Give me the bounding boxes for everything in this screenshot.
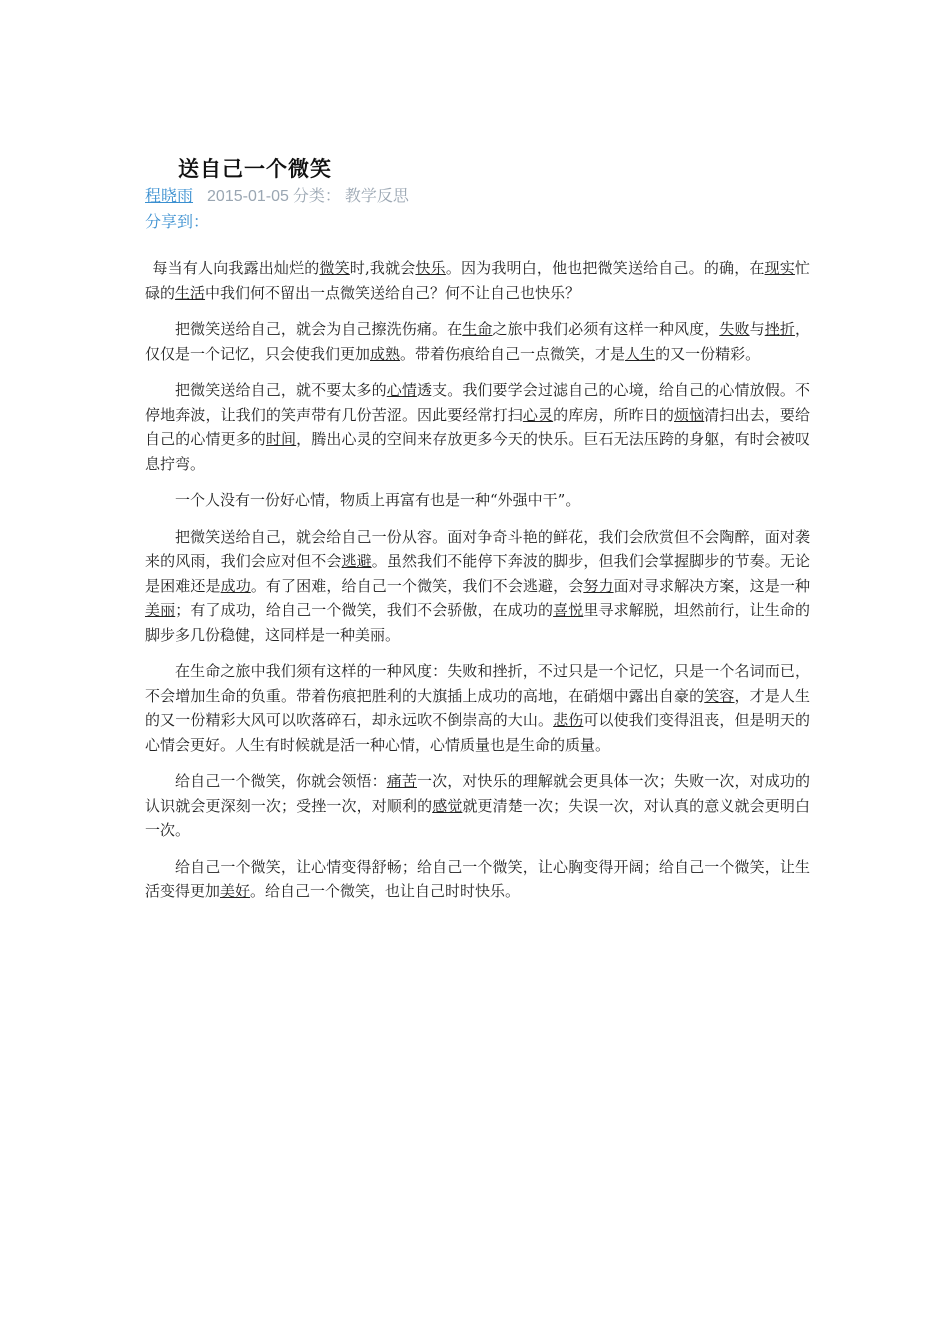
article-meta [145, 183, 409, 206]
paragraph-text: 每当有人向我露出灿烂的 [152, 259, 320, 277]
paragraph [145, 378, 810, 476]
paragraph-text: 与 [749, 320, 765, 338]
keyword-link[interactable]: 烦恼 [674, 405, 705, 424]
keyword-link[interactable]: 生活 [175, 283, 206, 302]
paragraph-text: 面对寻求解决方案，这是一种 [613, 576, 810, 595]
keyword-link[interactable]: 悲伤 [553, 711, 584, 729]
paragraph-text: ，腾出心灵的空间来存放更多今天的快乐。巨石无法压跨的身躯，有时会被叹息拧弯。 [145, 430, 810, 473]
paragraph-text: 给自己一个微笑，你就会领悟： [175, 772, 387, 790]
paragraph-text: 。虽然我们不能停下奔波的脚步，但我们会掌握脚步的节奏。无论是困难还是 [145, 552, 810, 595]
article-title: 送自己一个微笑 [178, 157, 332, 181]
paragraph-text: 清扫出去，要给自己的心情更多的 [145, 405, 810, 448]
paragraph [145, 659, 810, 757]
paragraph-text: 把微笑送给自己，就不要太多的 [175, 381, 387, 399]
paragraph [145, 855, 810, 904]
paragraph-text: ，才是人生的又一份精彩大风可以吹落碎石，却永远吹不倒崇高的大山。 [145, 686, 810, 729]
paragraph-text: 的库房，所昨日的 [553, 405, 675, 424]
article-body [145, 256, 810, 916]
keyword-link[interactable]: 现实 [764, 259, 795, 277]
keyword-link[interactable]: 美好 [220, 882, 251, 900]
keyword-link[interactable]: 美丽 [145, 601, 176, 619]
keyword-link[interactable]: 痛苦 [386, 772, 417, 790]
paragraph-text: 。带着伤痕给自己一点微笑，才是 [400, 344, 626, 363]
keyword-link[interactable]: 快乐 [415, 259, 446, 277]
keyword-link[interactable]: 微笑 [319, 259, 350, 277]
keyword-link[interactable]: 成功 [220, 576, 251, 595]
paragraph-text: 把微笑送给自己，就会给自己一份从容。面对争奇斗艳的鲜花，我们会欣赏但不会陶醉，面对袭来的风雨，我们会应对但不会 [145, 527, 810, 570]
category-label: 分类： [292, 186, 341, 205]
paragraph [145, 769, 810, 843]
paragraph-text: 透支。我们要学会过滤自己的心境，给自己的心情放假。不停地奔波，让我们的笑声带有几份苦涩。因此要经常打扫 [145, 381, 810, 424]
paragraph-text: 。给自己一个微笑，也让自己时时快乐。 [250, 882, 521, 900]
paragraph-text: 中我们何不留出一点微笑送给自己？何不让自己也快乐？ [205, 283, 581, 302]
category-value[interactable]: 教学反思 [344, 186, 409, 205]
paragraph-text: 一个人没有一份好心情，物质上再富有也是一种“外强中干”。 [175, 491, 581, 509]
paragraph-text: 忙碌的 [145, 259, 810, 302]
keyword-link[interactable]: 感觉 [432, 796, 463, 815]
keyword-link[interactable]: 人生 [625, 344, 656, 363]
keyword-link[interactable]: 成熟 [370, 344, 401, 363]
author-link[interactable]: 程晓雨 [145, 186, 194, 205]
paragraph-text: 给自己一个微笑，让心情变得舒畅；给自己一个微笑，让心胸变得开阔；给自己一个微笑，让生活变得更加 [145, 857, 810, 900]
paragraph-text: 时,我就会 [349, 259, 416, 277]
paragraph [145, 256, 810, 305]
paragraph-text: 在生命之旅中我们须有这样的一种风度：失败和挫折，不过只是一个记忆，只是一个名词而已，不会增加生命的负重。带着伤痕把胜利的大旗插上成功的高地，在硝烟中露出自豪的 [145, 662, 810, 705]
keyword-link[interactable]: 时间 [265, 430, 297, 448]
keyword-link[interactable]: 失败 [719, 320, 750, 338]
keyword-link[interactable]: 心情 [386, 381, 417, 399]
paragraph-text: 把微笑送给自己，就会为自己擦洗伤痛。在 [175, 320, 463, 338]
paragraph-text: 之旅中我们必须有这样一种风度， [492, 320, 720, 338]
keyword-link[interactable]: 心灵 [522, 405, 554, 424]
paragraph-text: ；有了成功，给自己一个微笑，我们不会骄傲，在成功的 [175, 601, 554, 619]
keyword-link[interactable]: 努力 [583, 576, 614, 595]
paragraph [145, 525, 810, 648]
paragraph-text: 可以使我们变得沮丧，但是明天的心情会更好。人生有时候就是活一种心情，心情质量也是生命的质量。 [145, 711, 810, 754]
paragraph [145, 488, 810, 513]
paragraph-text: 。有了困难，给自己一个微笑，我们不会逃避，会 [250, 576, 584, 595]
paragraph-text: 一次，对快乐的理解就会更具体一次；失败一次，对成功的认识就会更深刻一次；受挫一次，对顺利的 [145, 772, 810, 815]
keyword-link[interactable]: 生命 [462, 320, 493, 338]
paragraph [145, 317, 810, 366]
paragraph-text: ，仅仅是一个记忆，只会使我们更加 [145, 320, 810, 363]
publish-date: 2015-01-05 [207, 188, 289, 205]
paragraph-text: 的又一份精彩。 [655, 344, 761, 363]
paragraph-text: 。因为我明白，他也把微笑送给自己。的确，在 [445, 259, 765, 277]
keyword-link[interactable]: 挫折 [764, 320, 795, 338]
keyword-link[interactable]: 喜悦 [553, 601, 584, 619]
keyword-link[interactable]: 逃避 [341, 552, 372, 570]
paragraph-text: 里寻求解脱，坦然前行，让生命的脚步多几份稳健，这同样是一种美丽。 [145, 601, 810, 644]
paragraph-text: 就更清楚一次；失误一次，对认真的意义就会更明白一次。 [145, 796, 810, 839]
keyword-link[interactable]: 笑容 [704, 686, 735, 705]
share-label[interactable]: 分享到： [145, 212, 210, 231]
